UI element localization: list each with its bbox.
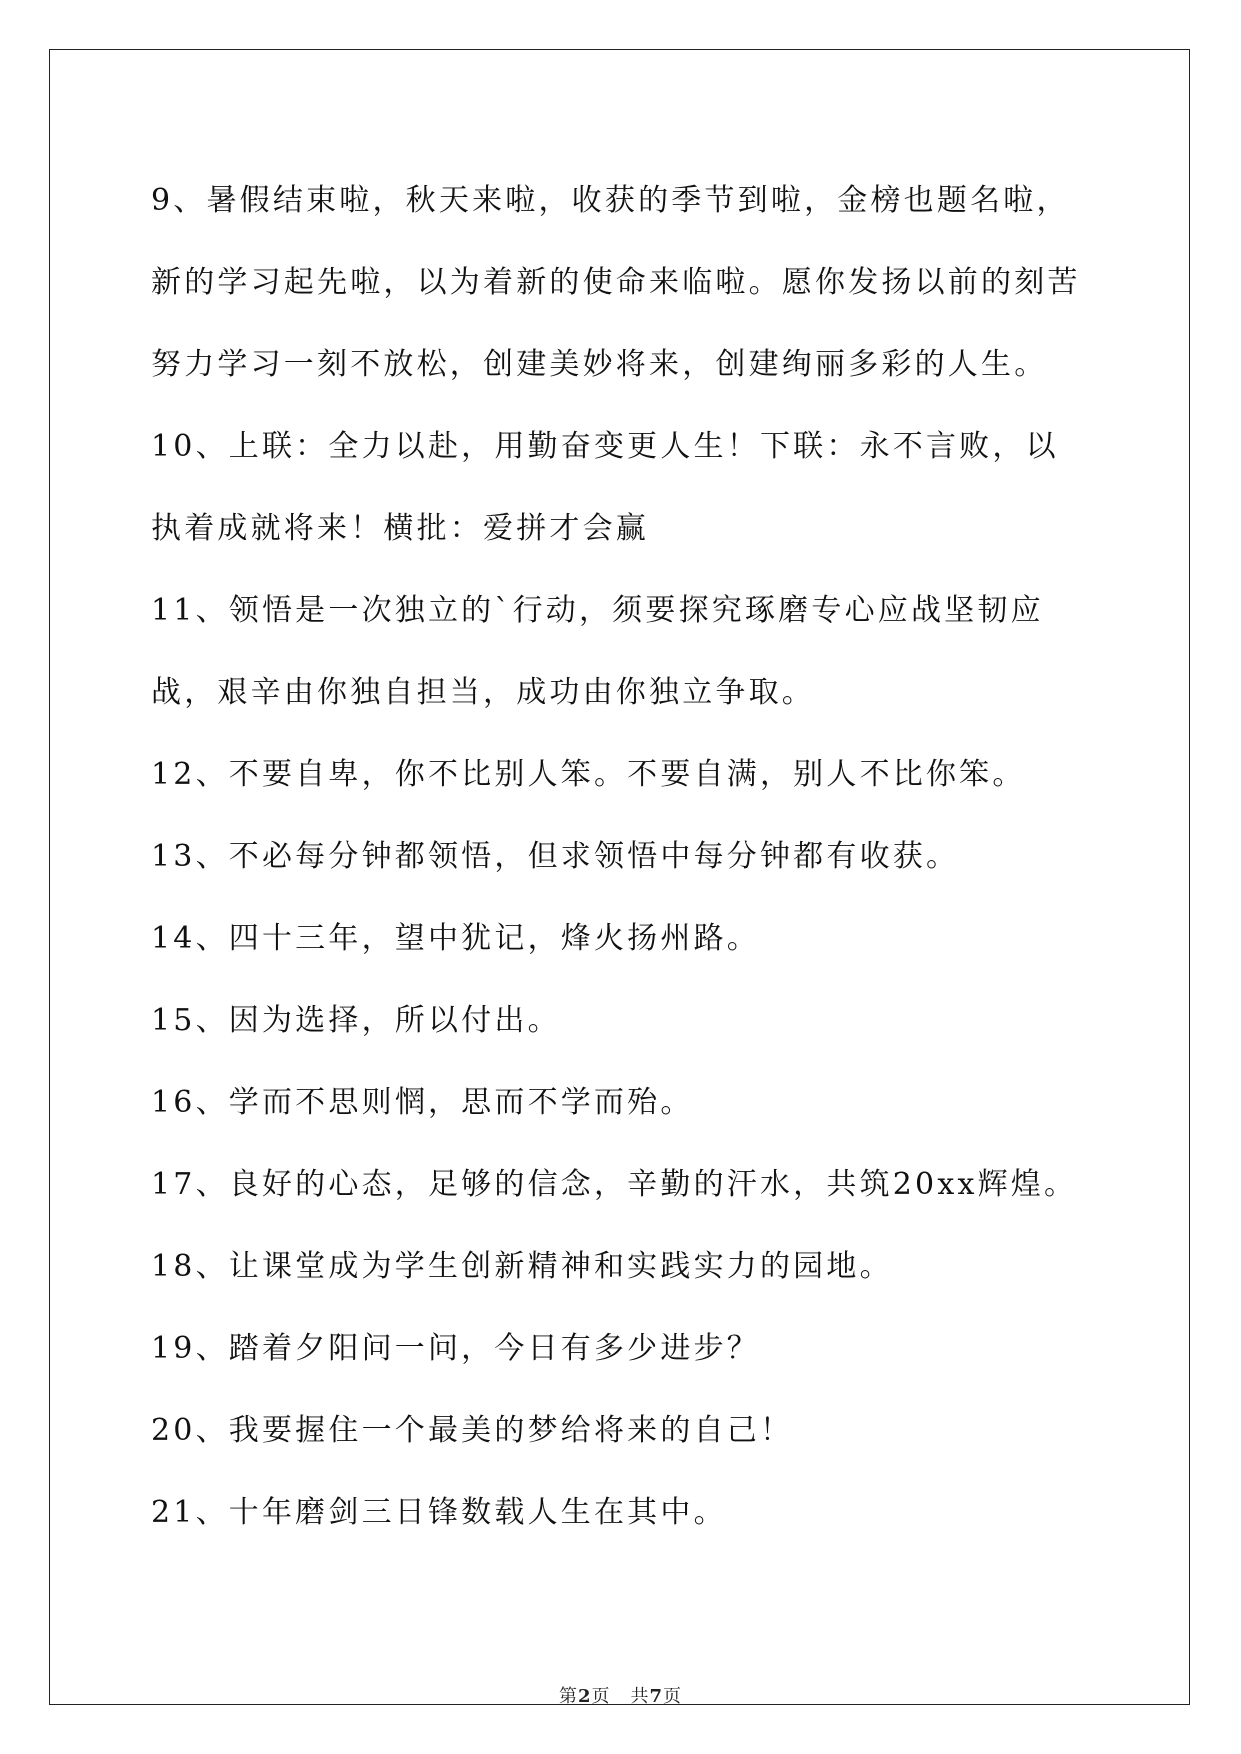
page-current: 2 xyxy=(577,1686,592,1707)
paragraph-9: 9、暑假结束啦，秋天来啦，收获的季节到啦，金榜也题名啦，新的学习起先啦，以为着新的使命来临啦。愿你发扬以前的刻苦努力学习一刻不放松，创建美妙将来，创建绚丽多彩的人生。 xyxy=(151,183,1081,382)
paragraph-18: 18、让课堂成为学生创新精神和实践实力的园地。 xyxy=(151,1249,893,1284)
page-footer xyxy=(0,1682,1241,1708)
paragraph-10: 10、上联：全力以赴，用勤奋变更人生！下联：永不言败，以执着成就将来！横批：爱拼才会赢 xyxy=(151,429,1059,546)
paragraph-14: 14、四十三年，望中犹记，烽火扬州路。 xyxy=(151,921,760,956)
paragraph-19: 19、踏着夕阳问一问，今日有多少进步？ xyxy=(151,1331,760,1366)
page-suffix: 页 xyxy=(591,1686,611,1707)
paragraph-12: 12、不要自卑，你不比别人笨。不要自满，别人不比你笨。 xyxy=(151,757,1026,792)
paragraph-13: 13、不必每分钟都领悟，但求领悟中每分钟都有收获。 xyxy=(151,839,960,874)
total-suffix: 页 xyxy=(663,1686,683,1707)
paragraph-16: 16、学而不思则惘，思而不学而殆。 xyxy=(151,1085,694,1120)
paragraph-17: 17、良好的心态，足够的信念，辛勤的汗水，共筑20xx辉煌。 xyxy=(151,1167,1078,1202)
paragraph-15: 15、因为选择，所以付出。 xyxy=(151,1003,561,1038)
page-total: 7 xyxy=(649,1686,664,1707)
paragraph-21: 21、十年磨剑三日锋数载人生在其中。 xyxy=(151,1495,727,1530)
paragraph-20: 20、我要握住一个最美的梦给将来的自己！ xyxy=(151,1413,794,1448)
document-body xyxy=(151,160,1091,1554)
paragraph-11: 11、领悟是一次独立的`行动，须要探究琢磨专心应战坚韧应战，艰辛由你独自担当，成功由你独立争取。 xyxy=(151,593,1044,710)
total-prefix: 共 xyxy=(630,1686,650,1707)
page-prefix: 第 xyxy=(558,1686,578,1707)
